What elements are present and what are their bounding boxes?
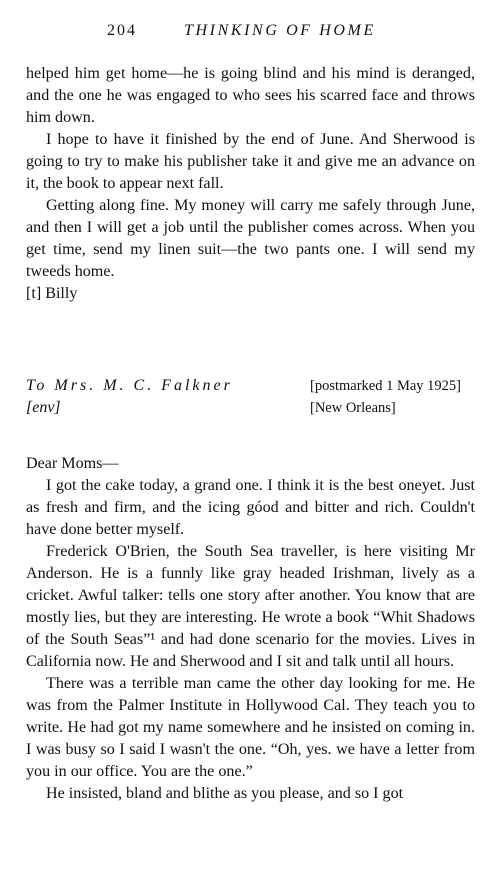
letter-2-paragraph-2: Frederick O'Brien, the South Sea traveller, is here visiting Mr Anderson. He is a funnly like gray headed Irishman, lively as a cricket. Awful talker: tells one story after another. You know that are mostly lies, but they are interesting. He wrote a book “Whit Shadows of the South Seas”¹ and had done scenario for the movies. Lives in California now. He and Sherwood and I sit and talk until all hours. (26, 543, 475, 670)
letter-1-paragraph-3: Getting along fine. My money will carry me safely through June, and then I will get a job until the publisher comes across. When you get time, send my linen suit—the two pants one. I will send my tweeds home. (26, 197, 475, 280)
letter-1-paragraph-2: I hope to have it finished by the end of June. And Sherwood is going to try to make his publisher take it and give me an advance on it, the book to appear next fall. (26, 131, 475, 192)
letter-1-paragraph-1: helped him get home—he is going blind and his mind is deranged, and the one he was engaged to who sees his scarred face and throws him down. (26, 65, 475, 126)
letter-2-recipient: To Mrs. M. C. Falkner (26, 377, 233, 394)
letter-1-text (26, 63, 475, 305)
letter-2-paragraph-1: I got the cake today, a grand one. I think it is the best oneyet. Just as fresh and firm, and the icing góod and bitter and rich. Couldn't have done better myself. (26, 477, 475, 538)
running-title: THINKING OF HOME (184, 22, 376, 39)
letter-1-signature: [t] Billy (26, 285, 78, 302)
page-number: 204 (107, 22, 137, 39)
letter-2-postmark: [postmarked 1 May 1925] (310, 378, 462, 394)
letter-2-place: [New Orleans] (310, 400, 396, 416)
page-header (0, 22, 500, 44)
letter-2-salutation: Dear Moms— (26, 455, 119, 472)
letter-2-text (26, 453, 475, 805)
letter-2-env-note: [env] (26, 399, 61, 416)
letter-2-heading (26, 375, 475, 419)
letter-2-paragraph-4: He insisted, bland and blithe as you please, and so I got (46, 785, 404, 802)
letter-2-paragraph-3: There was a terrible man came the other day looking for me. He was from the Palmer Institute in Hollywood Cal. They teach you to write. He had got my name somewhere and he insisted on coming in. I was busy so I said I wasn't the one. “Oh, yes. we have a letter from you in our office. You are the one.” (26, 675, 475, 780)
